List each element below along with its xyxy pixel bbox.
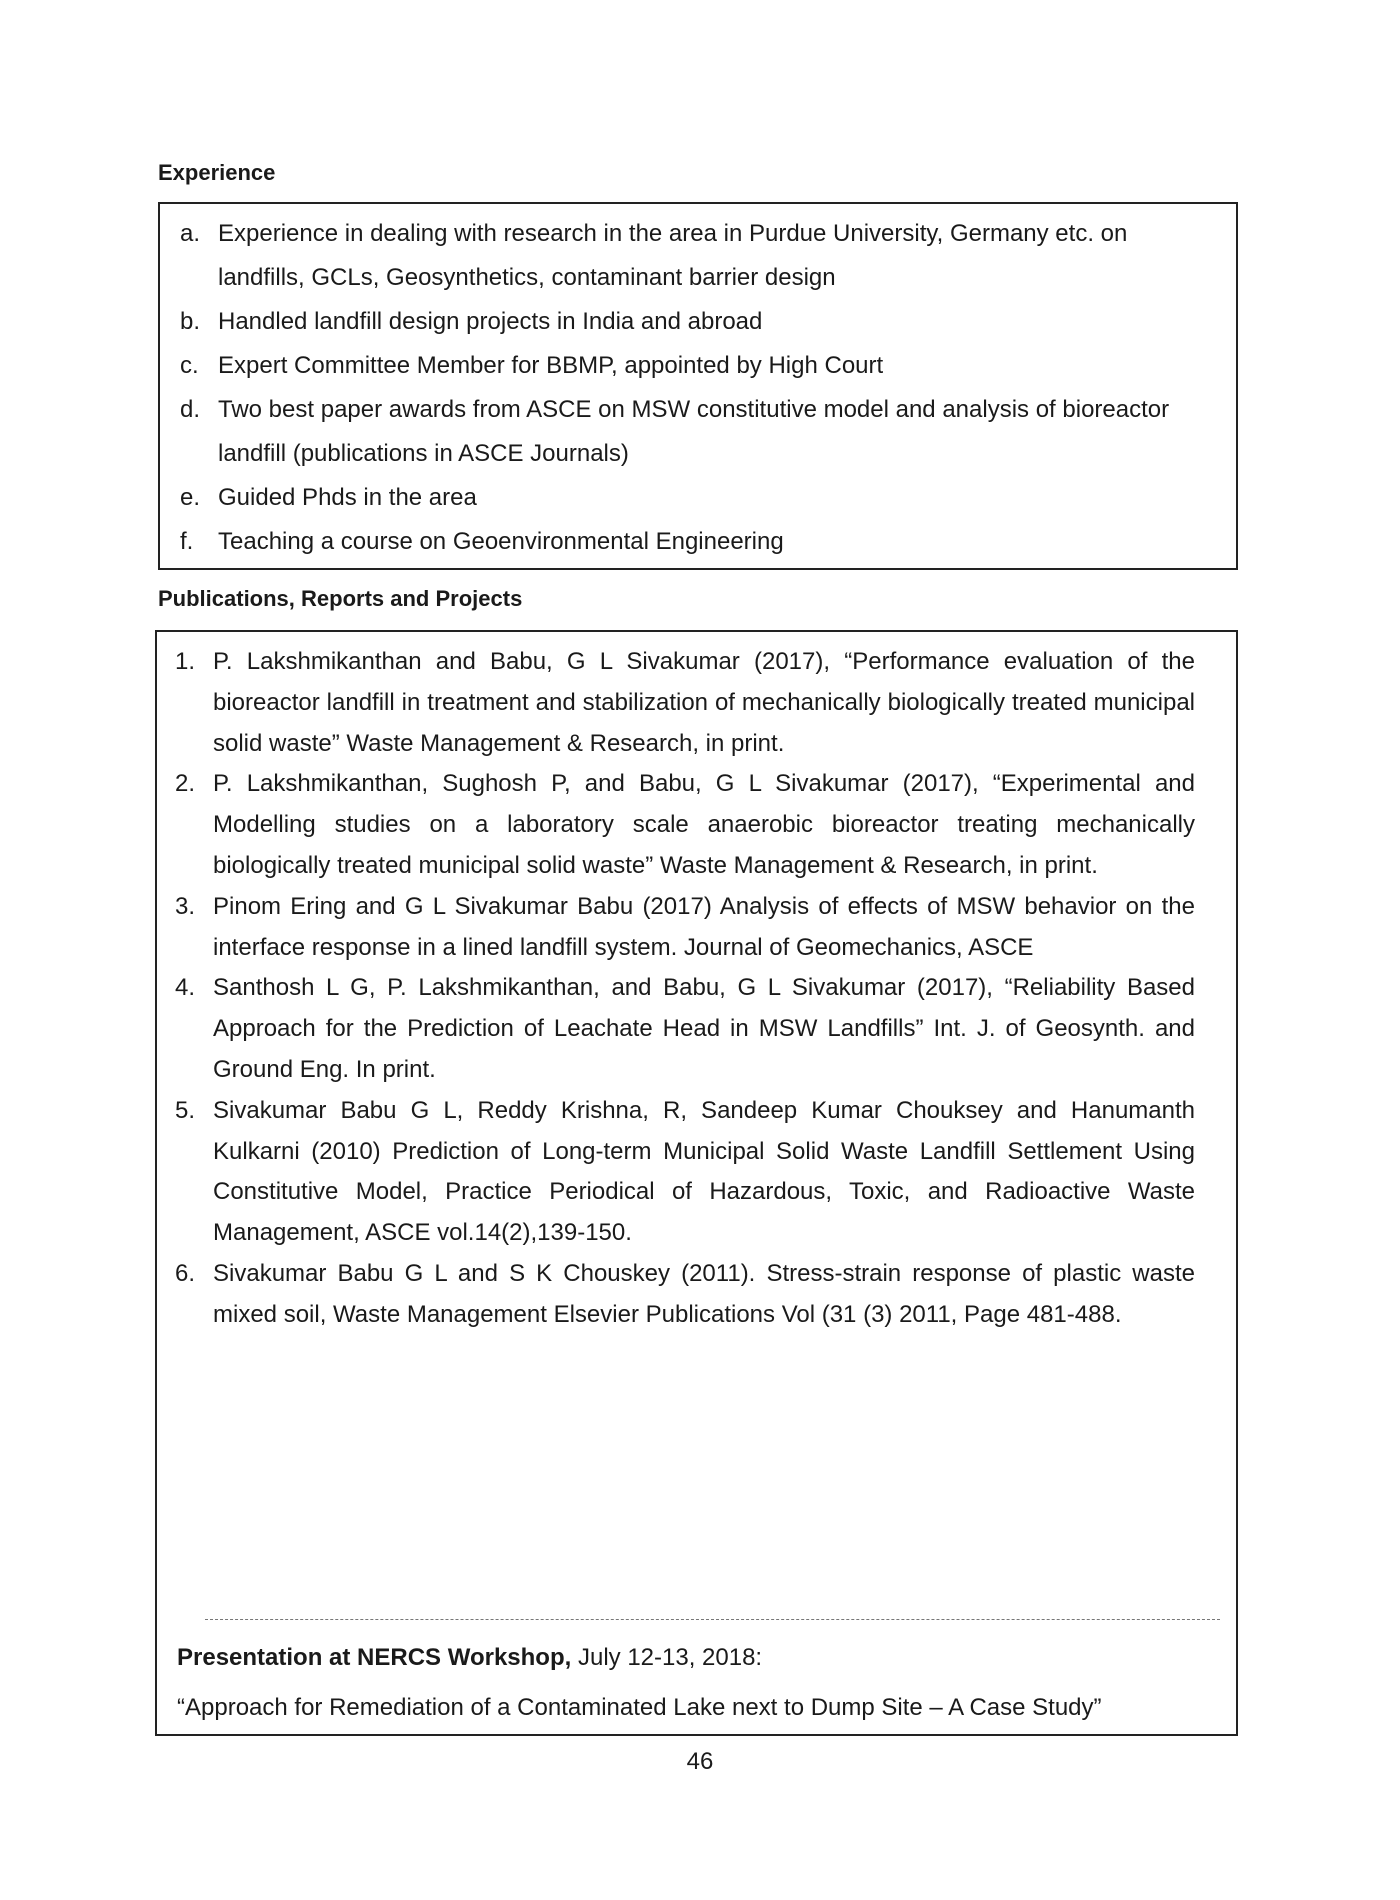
list-item-text: Experience in dealing with research in the area in Purdue University, Germany etc. on landfills, GCLs, Geosynthetics, contaminant barrier design [218,220,1128,291]
list-marker: 4. [175,974,196,1002]
page-number: 46 [686,1748,714,1775]
publications-heading: Publications, Reports and Projects [158,586,523,611]
experience-item [180,212,1200,300]
publications-list [175,642,1195,1336]
presentation-line [177,1644,762,1672]
experience-item [180,388,1200,476]
list-marker: 1. [175,648,196,675]
list-item-text: Teaching a course on Geoenvironmental Engineering [218,528,784,555]
experience-item [180,344,1200,388]
publication-item [175,764,1195,886]
list-marker: 2. [175,770,196,798]
publication-item [175,1254,1195,1336]
list-item-text: Guided Phds in the area [218,484,477,511]
list-marker: b. [180,308,201,335]
publication-item [175,642,1195,764]
experience-item [180,476,1200,520]
publication-item [175,1091,1195,1254]
list-item-text: P. Lakshmikanthan, Sughosh P, and Babu, G L Sivakumar (2017), “Experimental and Modelling studies on a laboratory scale anaerobic bioreactor treating mechanically biologically treated municipal solid waste” Waste Management & Research, in print. [213,770,1195,879]
experience-list [180,212,1200,564]
list-item-text: Two best paper awards from ASCE on MSW constitutive model and analysis of bioreactor landfill (publications in ASCE Journals) [218,396,1170,467]
experience-heading: Experience [158,160,276,185]
list-marker: 3. [175,892,196,920]
list-item-text: Santhosh L G, P. Lakshmikanthan, and Babu, G L Sivakumar (2017), “Reliability Based Approach for the Prediction of Leachate Head in MSW Landfills” Int. J. of Geosynth. and Ground Eng. In print. [213,974,1195,1083]
list-marker: 6. [175,1259,196,1287]
list-item-text: Sivakumar Babu G L, Reddy Krishna, R, Sandeep Kumar Chouksey and Hanumanth Kulkarni (2010) Prediction of Long-term Municipal Solid Waste Landfill Settlement Using Constitutive Model, Practice Periodical of Hazardous, Toxic, and Radioactive Waste Management, ASCE vol.14(2),139-150. [213,1096,1195,1247]
publication-item [175,968,1195,1090]
publication-item [175,887,1195,969]
list-marker: d. [180,396,201,423]
experience-item [180,520,1200,564]
list-marker: f. [180,528,194,555]
presentation-title: “Approach for Remediation of a Contaminated Lake next to Dump Site – A Case Study” [177,1694,1102,1721]
presentation-date: July 12-13, 2018: [571,1644,763,1671]
list-marker: c. [180,352,199,379]
section-divider [205,1619,1220,1620]
list-item-text: Expert Committee Member for BBMP, appointed by High Court [218,352,884,379]
list-item-text: Pinom Ering and G L Sivakumar Babu (2017) Analysis of effects of MSW behavior on the interface response in a lined landfill system. Journal of Geomechanics, ASCE [213,892,1195,961]
list-marker: 5. [175,1096,196,1124]
experience-box [158,202,1238,570]
list-item-text: Sivakumar Babu G L and S K Chouskey (2011). Stress-strain response of plastic waste mixed soil, Waste Management Elsevier Publications Vol (31 (3) 2011, Page 481-488. [213,1259,1195,1328]
list-item-text: P. Lakshmikanthan and Babu, G L Sivakumar (2017), “Performance evaluation of the bioreactor landfill in treatment and stabilization of mechanically biologically treated municipal solid waste” Waste Management & Research, in print. [213,648,1195,757]
list-marker: a. [180,220,201,247]
list-marker: e. [180,484,201,511]
presentation-label: Presentation at NERCS Workshop, [177,1644,572,1671]
list-item-text: Handled landfill design projects in India and abroad [218,308,763,335]
experience-item [180,300,1200,344]
publications-box [155,630,1238,1736]
